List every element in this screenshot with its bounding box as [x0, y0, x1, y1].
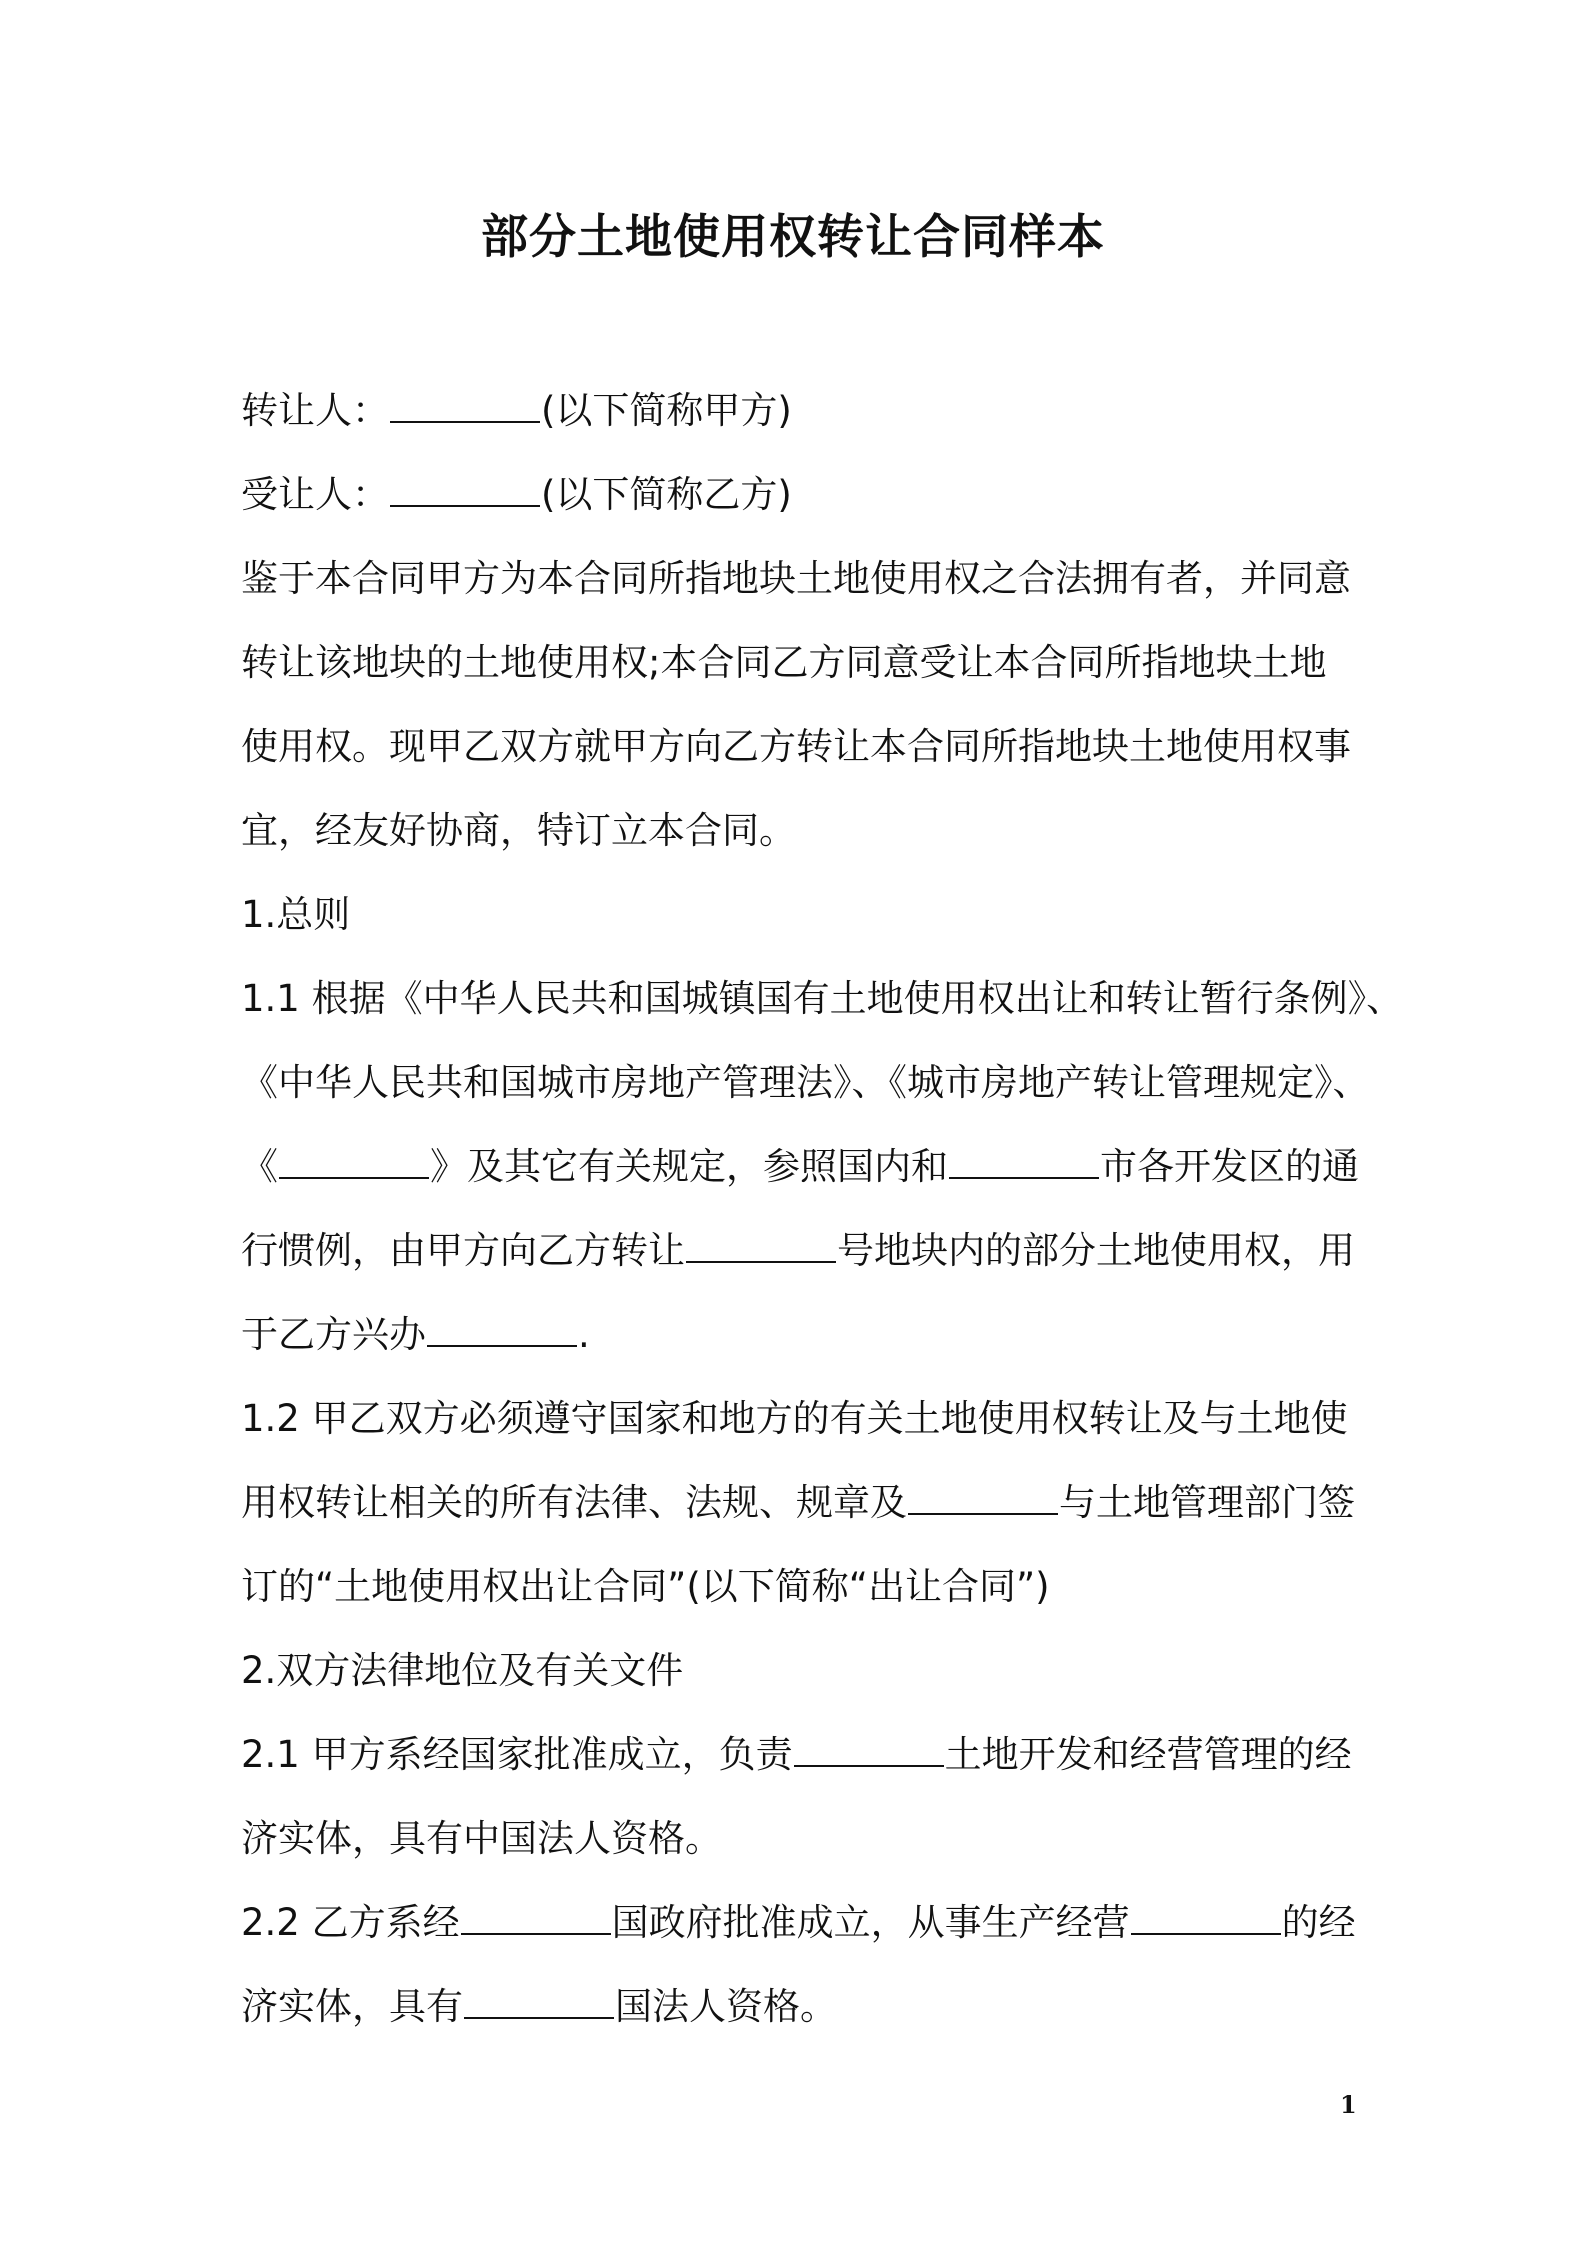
line-text: 用权转让相关的所有法律、法规、规章及	[241, 1481, 907, 1524]
line-text: 国法人资格。	[615, 1985, 837, 2028]
line-text: 2.2 乙方系经	[241, 1901, 460, 1944]
text-line	[241, 1713, 1356, 1797]
text-line	[241, 1461, 1356, 1545]
text-line: 宜，经友好协商，特订立本合同。	[241, 809, 796, 852]
fill-blank	[949, 1141, 1099, 1179]
text-line: 1.1 根据《中华人民共和国城镇国有土地使用权出让和转让暂行条例》、	[241, 977, 1404, 1020]
line-text: 土地开发和经营管理的经	[944, 1733, 1352, 1776]
document-body	[241, 369, 1404, 2049]
text-line: 《中华人民共和国城市房地产管理法》、《城市房地产转让管理规定》、	[241, 1061, 1370, 1104]
line-text: 济实体，具有	[241, 1985, 463, 2028]
line-text: .	[578, 1313, 590, 1356]
line-text: (以下简称甲方)	[541, 389, 792, 432]
text-line	[241, 1209, 1356, 1293]
text-line: 转让该地块的土地使用权;本合同乙方同意受让本合同所指地块土地	[241, 641, 1327, 684]
line-text: 转让人：	[241, 389, 389, 432]
line-text: 于乙方兴办	[241, 1313, 426, 1356]
fill-blank	[794, 1729, 944, 1767]
fill-blank	[686, 1225, 836, 1263]
line-text: (以下简称乙方)	[541, 473, 792, 516]
fill-blank	[390, 469, 540, 507]
line-text: 与土地管理部门签	[1059, 1481, 1355, 1524]
line-text: 号地块内的部分土地使用权，用	[837, 1229, 1355, 1272]
text-line: 使用权。现甲乙双方就甲方向乙方转让本合同所指地块土地使用权事	[241, 725, 1351, 768]
text-line	[241, 1293, 1356, 1377]
section-heading: 1.总则	[241, 893, 351, 936]
page-title: 部分土地使用权转让合同样本	[481, 210, 1105, 265]
text-line	[241, 1881, 1356, 1965]
line-text: 市各开发区的通	[1100, 1145, 1359, 1188]
fill-blank	[279, 1141, 429, 1179]
fill-blank	[427, 1309, 577, 1347]
text-line: 订的“土地使用权出让合同”(以下简称“出让合同”)	[241, 1565, 1050, 1608]
fill-blank	[390, 385, 540, 423]
page-number: 1	[1340, 2090, 1357, 2119]
fill-blank	[1131, 1897, 1281, 1935]
text-line: 济实体，具有中国法人资格。	[241, 1817, 722, 1860]
text-line: 鉴于本合同甲方为本合同所指地块土地使用权之合法拥有者，并同意	[241, 557, 1351, 600]
line-text: 行惯例，由甲方向乙方转让	[241, 1229, 685, 1272]
line-text: 》及其它有关规定，参照国内和	[430, 1145, 948, 1188]
fill-blank	[461, 1897, 611, 1935]
line-text: 受让人：	[241, 473, 389, 516]
text-line	[241, 1125, 1359, 1209]
line-text: 的经	[1281, 1901, 1356, 1944]
text-line	[241, 1965, 1356, 2049]
text-line	[241, 369, 1356, 453]
fill-blank	[908, 1477, 1058, 1515]
line-text: 国政府批准成立，从事生产经营	[611, 1901, 1130, 1944]
line-text: 2.1 甲方系经国家批准成立，负责	[241, 1733, 793, 1776]
fill-blank	[464, 1981, 614, 2019]
text-line: 1.2 甲乙双方必须遵守国家和地方的有关土地使用权转让及与土地使	[241, 1397, 1348, 1440]
text-line	[241, 453, 1356, 537]
section-heading: 2.双方法律地位及有关文件	[241, 1649, 684, 1692]
line-text: 《	[241, 1145, 278, 1188]
